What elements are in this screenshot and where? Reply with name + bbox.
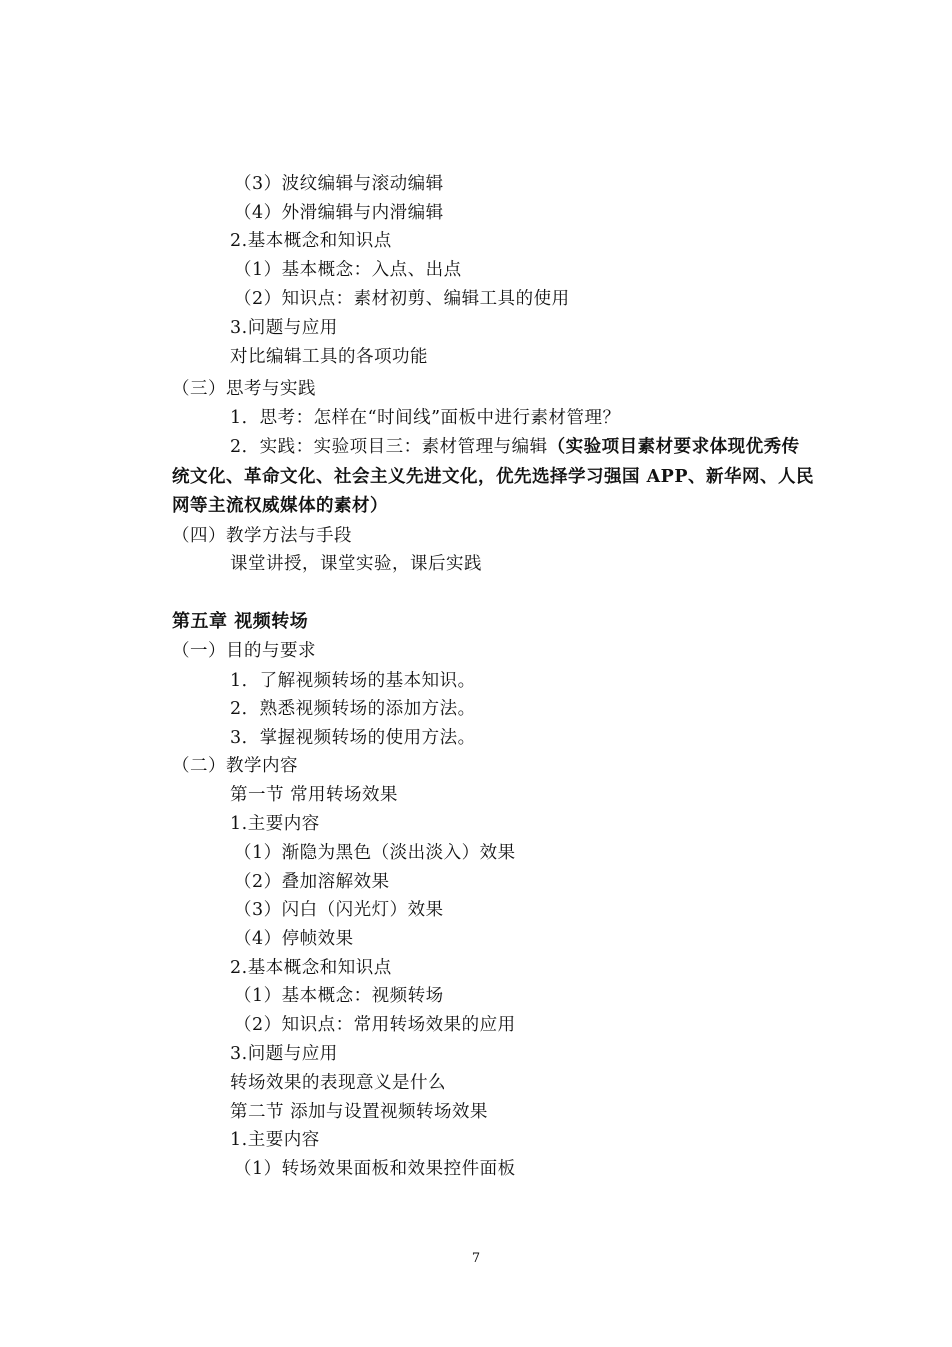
list-item: 2．熟悉视频转场的添加方法。 xyxy=(230,699,476,719)
paragraph: 课堂讲授，课堂实验，课后实践 xyxy=(230,554,482,574)
paragraph: 对比编辑工具的各项功能 xyxy=(230,347,428,367)
list-item: （2）叠加溶解效果 xyxy=(234,872,390,892)
list-item: （1）渐隐为黑色（淡出淡入）效果 xyxy=(234,843,516,863)
subsection-heading: 第二节 添加与设置视频转场效果 xyxy=(230,1102,489,1122)
subsection-heading: 3.问题与应用 xyxy=(230,318,338,338)
list-item: （2）知识点：常用转场效果的应用 xyxy=(234,1015,516,1035)
subsection-heading: 3.问题与应用 xyxy=(230,1044,338,1064)
subsection-heading: 第一节 常用转场效果 xyxy=(230,785,399,805)
list-item: （1）转场效果面板和效果控件面板 xyxy=(234,1159,516,1179)
list-item: （4）外滑编辑与内滑编辑 xyxy=(234,203,444,223)
subsection-heading: 1.主要内容 xyxy=(230,1130,320,1150)
practice-requirement-bold: （实验项目素材要求体现优秀传 xyxy=(547,437,800,457)
list-item: 3．掌握视频转场的使用方法。 xyxy=(230,728,476,748)
subsection-heading: 1.主要内容 xyxy=(230,814,320,834)
section-heading: （二）教学内容 xyxy=(172,756,298,776)
list-item: （2）知识点：素材初剪、编辑工具的使用 xyxy=(234,289,570,309)
list-item: （3）波纹编辑与滚动编辑 xyxy=(234,174,444,194)
list-item: （1）基本概念：入点、出点 xyxy=(234,260,462,280)
section-heading: （三）思考与实践 xyxy=(172,379,316,399)
list-item: （3）闪白（闪光灯）效果 xyxy=(234,900,444,920)
paragraph-continuation: 统文化、革命文化、社会主义先进文化，优先选择学习强国 APP、新华网、人民 xyxy=(172,467,814,487)
paragraph-continuation: 网等主流权威媒体的素材） xyxy=(172,496,388,516)
chapter-title: 第五章 视频转场 xyxy=(172,611,309,632)
list-item: 1．了解视频转场的基本知识。 xyxy=(230,671,476,691)
list-item: （4）停帧效果 xyxy=(234,929,354,949)
list-item: （1）基本概念：视频转场 xyxy=(234,986,444,1006)
paragraph: 转场效果的表现意义是什么 xyxy=(230,1073,446,1093)
section-heading: （四）教学方法与手段 xyxy=(172,526,352,546)
section-heading: （一）目的与要求 xyxy=(172,641,316,661)
subsection-heading: 2.基本概念和知识点 xyxy=(230,958,392,978)
page-number: 7 xyxy=(471,1251,481,1266)
subsection-heading: 2.基本概念和知识点 xyxy=(230,231,392,251)
list-item: 1．思考：怎样在“时间线”面板中进行素材管理？ xyxy=(230,408,621,428)
practice-text: 2．实践：实验项目三：素材管理与编辑 xyxy=(230,437,548,457)
list-item xyxy=(230,436,800,458)
